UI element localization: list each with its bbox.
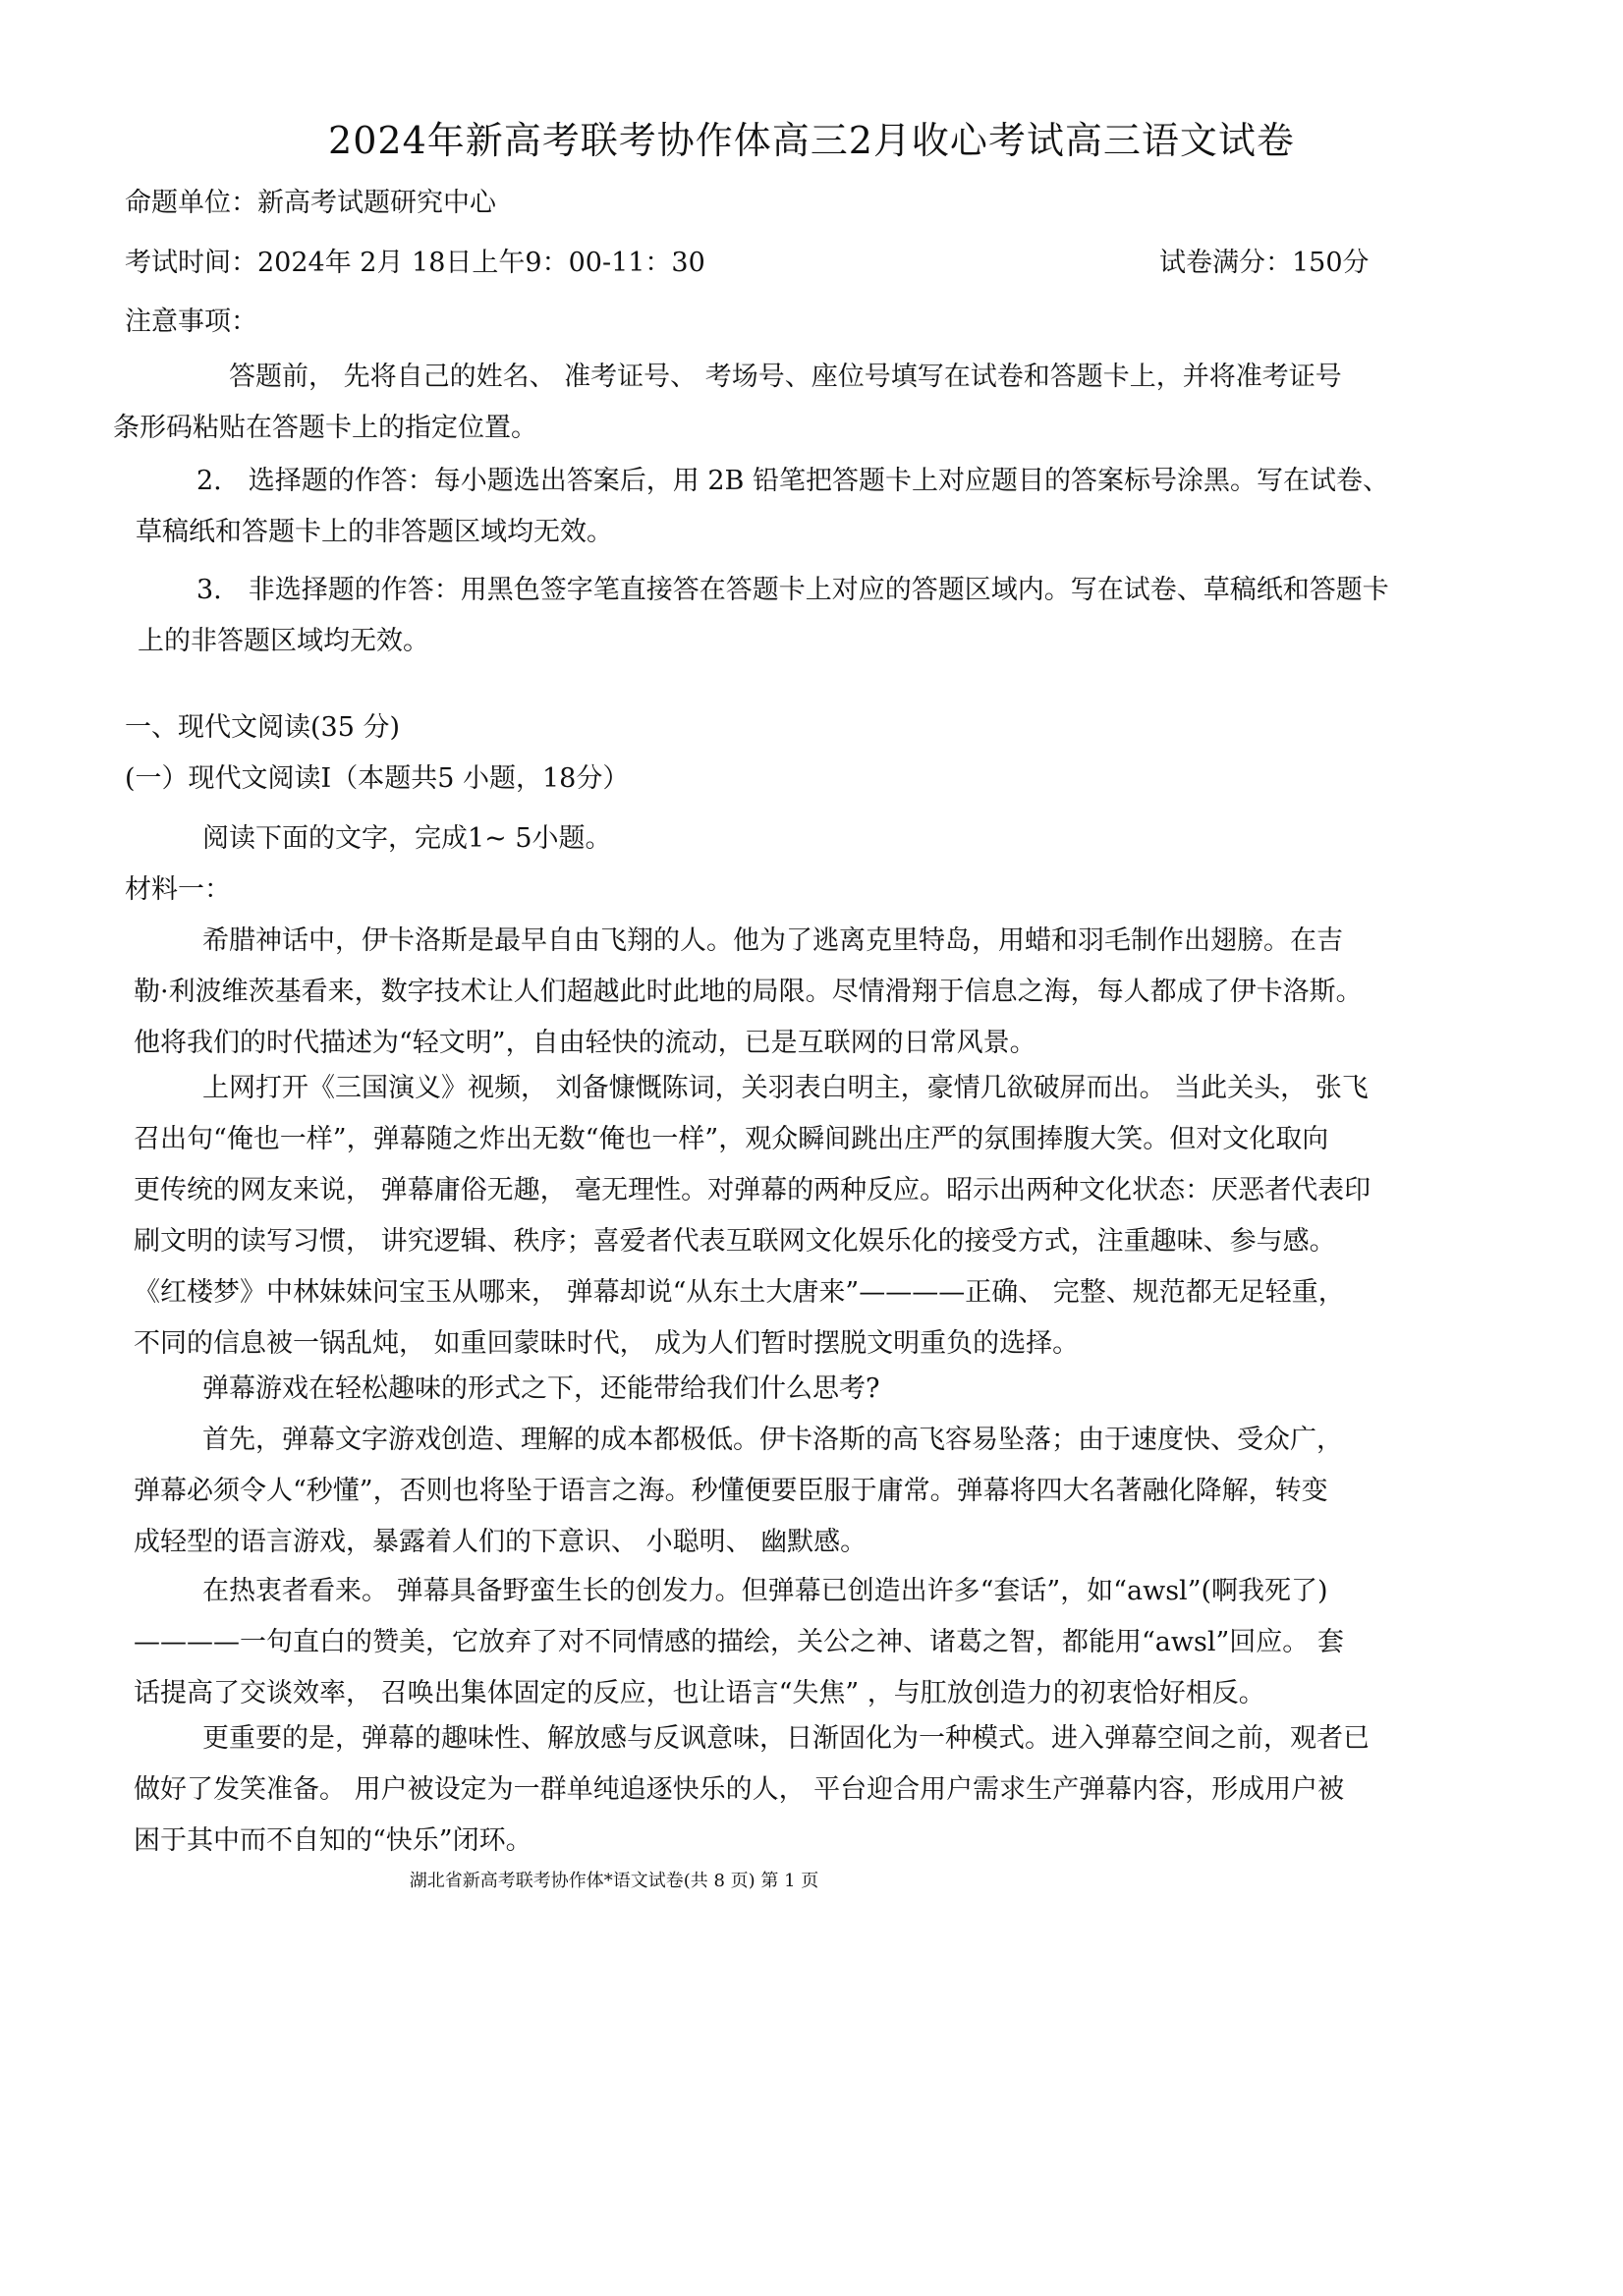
paragraph-2-line-4: 刷文明的读写习惯， 讲究逻辑、秩序；喜爱者代表互联网文化娱乐化的接受方式，注重趣味、参与感。 xyxy=(134,1226,1336,1257)
paragraph-1-line-2: 勒·利波维茨基看来，数字技术让人们超越此时此地的局限。尽情滑翔于信息之海，每人都成了伊卡洛斯。 xyxy=(134,977,1363,1007)
notice-2-line-2: 草稿纸和答题卡上的非答题区域均无效。 xyxy=(136,517,613,547)
author-unit: 命题单位：新高考试题研究中心 xyxy=(125,188,496,218)
notice-1 xyxy=(113,352,1342,454)
paragraph-6 xyxy=(134,1713,1370,1867)
section-heading: 一、现代文阅读(35 分) xyxy=(125,712,401,743)
paragraph-2-line-2: 召出句“俺也一样”，弹幕随之炸出无数“俺也一样”，观众瞬间跳出庄严的氛围捧腹大笑。但对文化取向 xyxy=(134,1124,1329,1154)
paragraph-1-line-1: 希腊神话中，伊卡洛斯是最早自由飞翔的人。他为了逃离克里特岛，用蜡和羽毛制作出翅膀。在吉 xyxy=(202,925,1343,956)
page-footer: 湖北省新高考联考协作体*语文试卷(共 8 页) 第 1 页 xyxy=(409,1871,819,1891)
paragraph-4 xyxy=(134,1415,1343,1568)
paragraph-2-line-6: 不同的信息被一锅乱炖， 如重回蒙昧时代， 成为人们暂时摆脱文明重负的选择。 xyxy=(134,1328,1080,1359)
paragraph-1 xyxy=(134,916,1363,1069)
paragraph-3 xyxy=(134,1364,879,1415)
notice-3-line-1: 3. 非选择题的作答：用黑色签字笔直接答在答题卡上对应的答题区域内。写在试卷、草稿纸和答题卡 xyxy=(196,575,1389,605)
material-label: 材料一： xyxy=(125,874,231,905)
full-score: 试卷满分：150分 xyxy=(1159,248,1370,278)
paragraph-6-line-1: 更重要的是，弹幕的趣味性、解放感与反讽意味，日渐固化为一种模式。进入弹幕空间之前，观者已 xyxy=(202,1723,1370,1754)
notice-2 xyxy=(136,456,1389,558)
notice-1-line-1: 答题前， 先将自己的姓名、 准考证号、 考场号、座位号填写在试卷和答题卡上，并将准考证号 xyxy=(229,362,1342,392)
paragraph-5-line-1: 在热衷者看来。 弹幕具备野蛮生长的创发力。但弹幕已创造出许多“套话”，如“awsl”(啊我死了) xyxy=(202,1576,1328,1606)
section-instruction: 阅读下面的文字，完成1~ 5小题。 xyxy=(202,823,612,854)
paragraph-2-line-5: 《红楼梦》中林妹妹问宝玉从哪来， 弹幕却说“从东土大唐来”————正确、 完整、规范都无足轻重， xyxy=(134,1277,1345,1308)
section-subheading: (一）现代文阅读Ⅰ（本题共5 小题，18分） xyxy=(125,763,630,794)
exam-time: 考试时间：2024年 2月 18日上午9：00-11：30 xyxy=(125,248,705,278)
notice-3 xyxy=(138,565,1389,667)
notice-2-line-1: 2. 选择题的作答：每小题选出答案后，用 2B 铅笔把答题卡上对应题目的答案标号涂黑。写在试卷、 xyxy=(196,466,1389,496)
paragraph-1-line-3: 他将我们的时代描述为“轻文明”，自由轻快的流动，已是互联网的日常风景。 xyxy=(134,1028,1036,1058)
paragraph-3-line-1: 弹幕游戏在轻松趣味的形式之下，还能带给我们什么思考? xyxy=(202,1373,880,1404)
paragraph-2-line-1: 上网打开《三国演义》视频， 刘备慷慨陈词，关羽表白明主，豪情几欲破屏而出。 当此关头， 张飞 xyxy=(202,1073,1369,1103)
paragraph-5-line-3: 话提高了交谈效率， 召唤出集体固定的反应，也让语言“失焦” ，与肛放创造力的初衷恰好相反。 xyxy=(134,1678,1265,1708)
paragraph-5 xyxy=(134,1566,1344,1719)
paragraph-2 xyxy=(134,1063,1371,1370)
exam-title: 2024年新高考联考协作体高三2月收心考试高三语文试卷 xyxy=(328,119,1295,162)
paragraph-5-line-2: ————一句直白的赞美，它放弃了对不同情感的描绘，关公之神、诸葛之智，都能用“awsl”回应。 套 xyxy=(134,1627,1344,1657)
notice-3-line-2: 上的非答题区域均无效。 xyxy=(138,626,429,656)
notice-1-line-2: 条形码粘贴在答题卡上的指定位置。 xyxy=(113,413,537,443)
paragraph-4-line-1: 首先，弹幕文字游戏创造、理解的成本都极低。伊卡洛斯的高飞容易坠落；由于速度快、受众广， xyxy=(202,1425,1343,1455)
paragraph-6-line-3: 困于其中而不自知的“快乐”闭环。 xyxy=(134,1825,532,1856)
paragraph-2-line-3: 更传统的网友来说， 弹幕庸俗无趣， 毫无理性。对弹幕的两种反应。昭示出两种文化状态：厌恶者代表印 xyxy=(134,1175,1371,1205)
paragraph-4-line-3: 成轻型的语言游戏，暴露着人们的下意识、 小聪明、 幽默感。 xyxy=(134,1527,867,1557)
paragraph-6-line-2: 做好了发笑准备。 用户被设定为一群单纯追逐快乐的人， 平台迎合用户需求生产弹幕内容，形成用户被 xyxy=(134,1774,1345,1805)
notice-heading: 注意事项： xyxy=(125,307,257,337)
paragraph-4-line-2: 弹幕必须令人“秒懂”，否则也将坠于语言之海。秒懂便要臣服于庸常。弹幕将四大名著融化降解，转变 xyxy=(134,1476,1328,1506)
